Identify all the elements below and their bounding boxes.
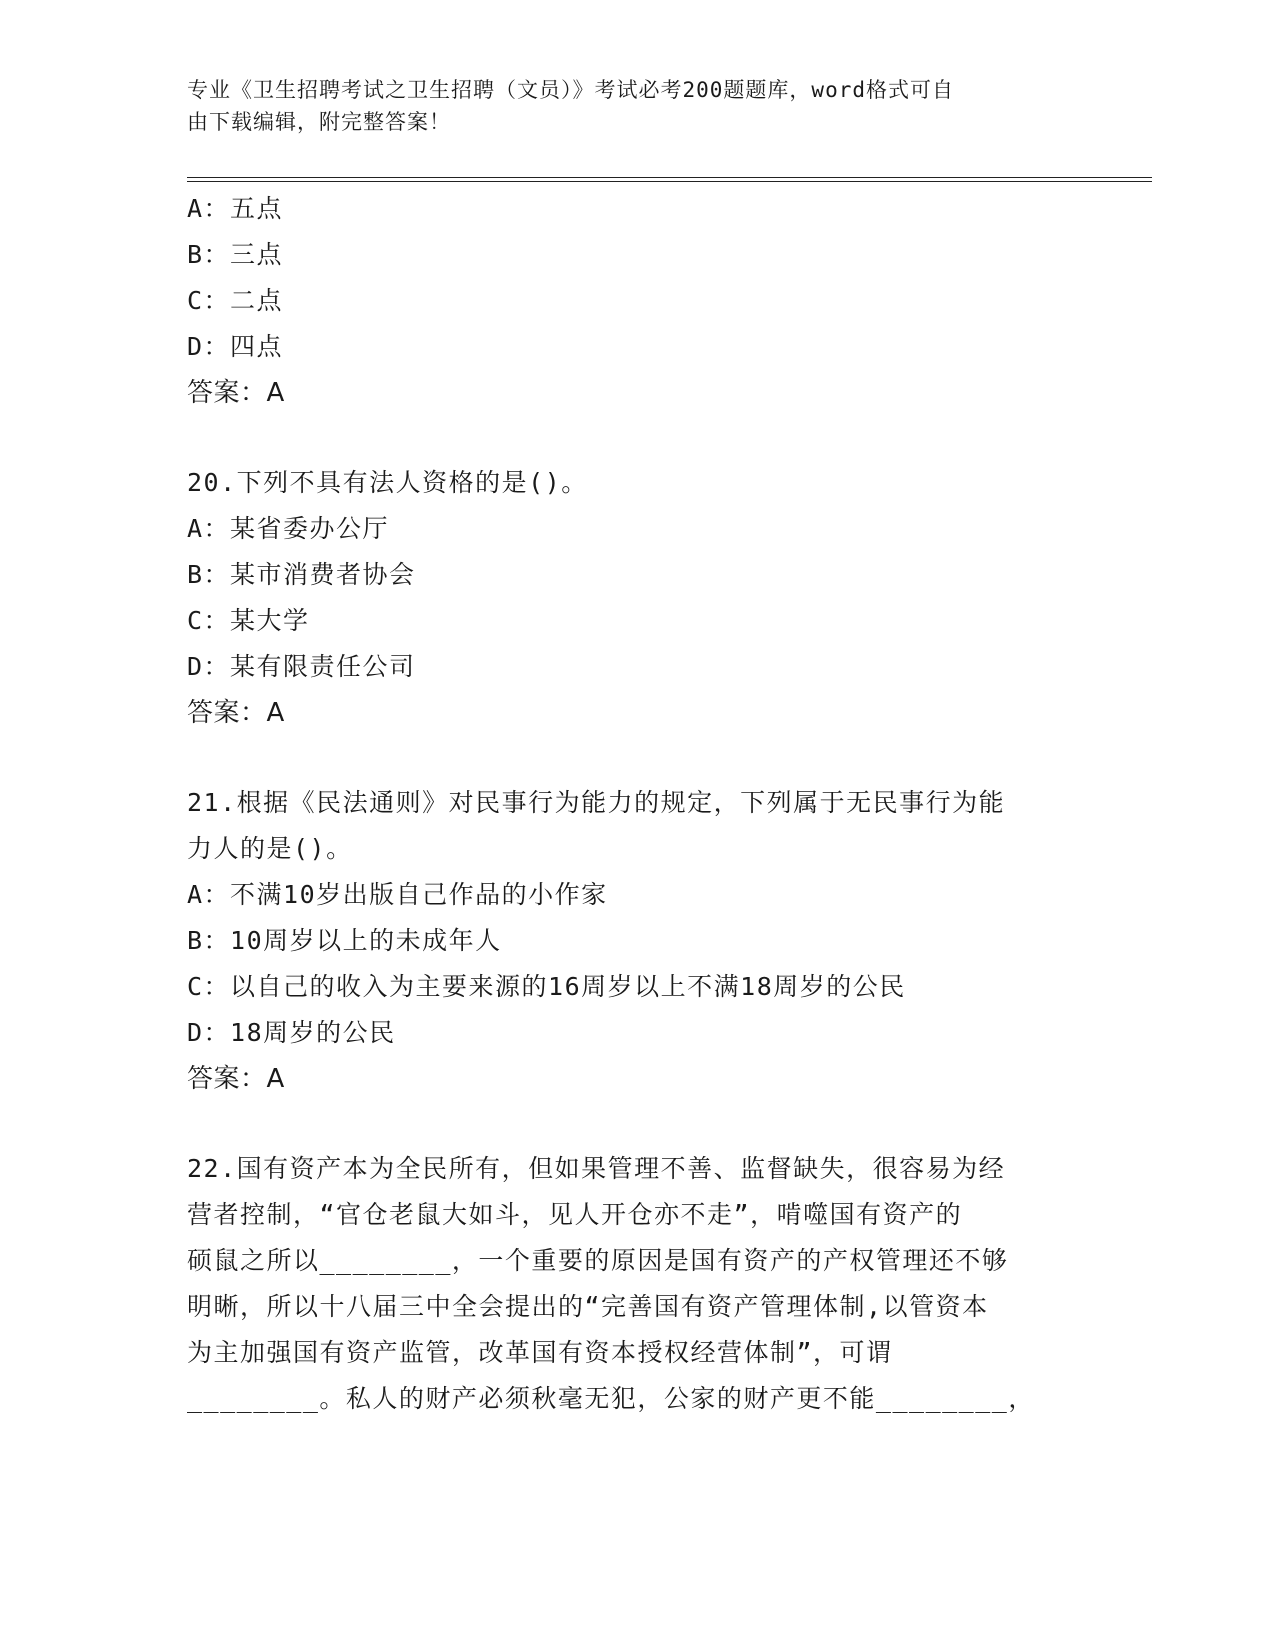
spacer: [187, 736, 1087, 780]
question-text-line-3: 硕鼠之所以________，一个重要的原因是国有资产的产权管理还不够: [187, 1246, 1009, 1275]
option-c: C：以自己的收入为主要来源的16周岁以上不满18周岁的公民: [187, 972, 906, 1001]
question-20: [187, 460, 1087, 736]
question-text-line-2: 营者控制，“官仓老鼠大如斗，见人开仓亦不走”，啃噬国有资产的: [187, 1200, 963, 1229]
question-21: [187, 780, 1087, 1102]
question-text-line-1: 21.根据《民法通则》对民事行为能力的规定，下列属于无民事行为能: [187, 788, 1006, 817]
option-a: A：某省委办公厅: [187, 514, 390, 543]
option-b: B：三点: [187, 240, 284, 269]
option-d: D：18周岁的公民: [187, 1018, 396, 1047]
option-c: C：二点: [187, 286, 284, 315]
header-line-2: 由下载编辑，附完整答案！: [187, 110, 451, 134]
answer: 答案：A: [187, 378, 285, 408]
spacer: [187, 1102, 1087, 1146]
option-c: C：某大学: [187, 606, 310, 635]
question-text-line-6: ________。私人的财产必须秋毫无犯，公家的财产更不能________，: [187, 1384, 1035, 1413]
question-19: [187, 186, 1087, 416]
header-divider-bottom: [187, 181, 1152, 182]
spacer: [187, 416, 1087, 460]
question-text: 20.下列不具有法人资格的是()。: [187, 468, 588, 497]
option-b: B：10周岁以上的未成年人: [187, 926, 502, 955]
header-divider-top: [187, 177, 1152, 178]
option-a: A：不满10岁出版自己作品的小作家: [187, 880, 608, 909]
option-d: D：四点: [187, 332, 284, 361]
question-text-line-4: 明晰，所以十八届三中全会提出的“完善国有资产管理体制,以管资本: [187, 1292, 989, 1321]
option-b: B：某市消费者协会: [187, 560, 416, 589]
answer: 答案：A: [187, 1064, 285, 1094]
question-content: [187, 186, 1087, 1422]
answer: 答案：A: [187, 698, 285, 728]
document-header: [187, 74, 1067, 138]
option-d: D：某有限责任公司: [187, 652, 416, 681]
question-text-line-1: 22.国有资产本为全民所有，但如果管理不善、监督缺失，很容易为经: [187, 1154, 1006, 1183]
option-a: A：五点: [187, 194, 284, 223]
question-text-line-5: 为主加强国有资产监管，改革国有资本授权经营体制”，可谓: [187, 1338, 893, 1367]
question-22: [187, 1146, 1087, 1422]
question-text-line-2: 力人的是()。: [187, 834, 353, 863]
header-line-1: 专业《卫生招聘考试之卫生招聘（文员）》考试必考200题题库，word格式可自: [187, 78, 954, 102]
